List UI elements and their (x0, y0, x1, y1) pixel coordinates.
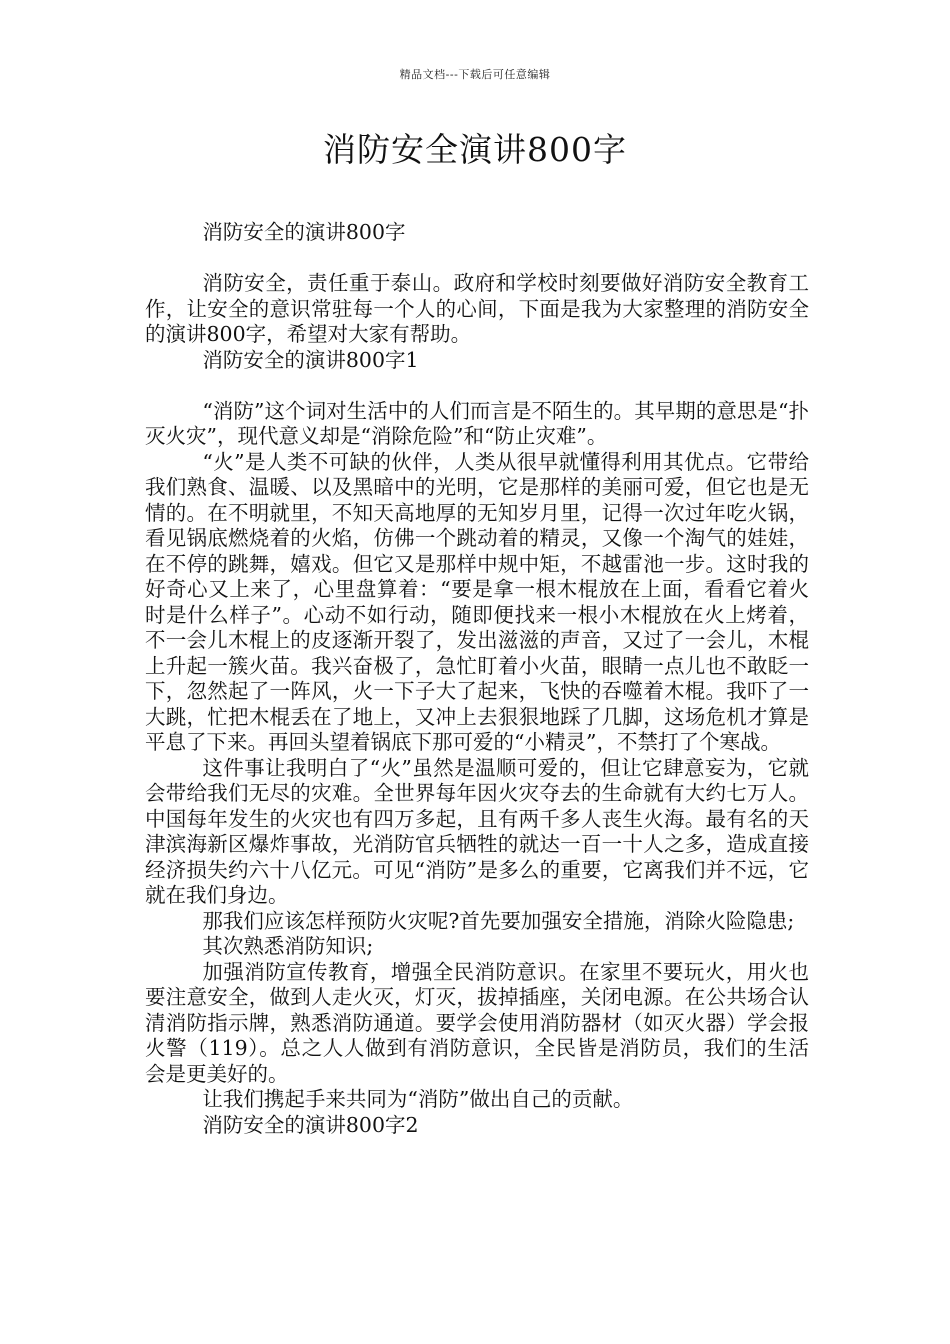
document-body (145, 220, 809, 1138)
document-title: 消防安全演讲800字 (323, 130, 627, 169)
body-paragraph: 这件事让我明白了“火”虽然是温顺可爱的，但让它肆意妄为，它就会带给我们无尽的灾难。全世界每年因火灾夺去的生命就有大约七万人。中国每年发生的火灾也有四万多起，且有两千多人丧生火海。最有名的天津滨海新区爆炸事故，光消防官兵牺牲的就达一百一十人之多，造成直接经济损失约六十八亿元。可见“消防”是多么的重要，它离我们并不远，它就在我们身边。 (145, 755, 809, 907)
body-paragraph: “消防”这个词对生活中的人们而言是不陌生的。其早期的意思是“扑灭火灾”，现代意义却是“消除危险”和“防止灾难”。 (145, 398, 809, 448)
intro-paragraph: 消防安全，责任重于泰山。政府和学校时刻要做好消防安全教育工作，让安全的意识常驻每一个人的心间，下面是我为大家整理的消防安全的演讲800字，希望对大家有帮助。 (145, 271, 809, 346)
body-paragraph: 其次熟悉消防知识; (202, 934, 374, 958)
section-heading-2: 消防安全的演讲800字2 (202, 1112, 419, 1137)
body-paragraph: 让我们携起手来共同为“消防”做出自己的贡献。 (202, 1087, 634, 1111)
section-heading-1: 消防安全的演讲800字1 (202, 347, 419, 372)
body-paragraph: 那我们应该怎样预防火灾呢?首先要加强安全措施，消除火险隐患; (202, 908, 795, 933)
body-paragraph: “火”是人类不可缺的伙伴，人类从很早就懂得利用其优点。它带给我们熟食、温暖、以及黑暗中的光明，它是那样的美丽可爱，但它也是无情的。在不明就里，不知天高地厚的无知岁月里，记得一次过年吃火锅，看见锅底燃烧着的火焰，仿佛一个跳动着的精灵，又像一个淘气的娃娃，在不停的跳舞，嬉戏。但它又是那样中规中矩，不越雷池一步。这时我的好奇心又上来了，心里盘算着：“要是拿一根木棍放在上面，看看它着火时是什么样子”。心动不如行动，随即便找来一根小木棍放在火上烤着，不一会儿木棍上的皮逐渐开裂了，发出滋滋的声音，又过了一会儿，木棍上升起一簇火苗。我兴奋极了，急忙盯着小火苗，眼睛一点儿也不敢眨一下，忽然起了一阵风，火一下子大了起来，飞快的吞噬着木棍。我吓了一大跳，忙把木棍丢在了地上，又冲上去狠狠地踩了几脚，这场危机才算是平息了下来。再回头望着锅底下那可爱的“小精灵”，不禁打了个寒战。 (145, 449, 809, 754)
header-note: 精品文档---下载后可任意编辑 (399, 68, 551, 81)
subtitle-heading: 消防安全的演讲800字 (202, 220, 406, 244)
body-paragraph: 加强消防宣传教育，增强全民消防意识。在家里不要玩火，用火也要注意安全，做到人走火灭，灯灭，拔掉插座，关闭电源。在公共场合认清消防指示牌，熟悉消防通道。要学会使用消防器材（如灭火器）学会报火警（119）。总之人人做到有消防意识，全民皆是消防员，我们的生活会是更美好的。 (145, 959, 809, 1086)
